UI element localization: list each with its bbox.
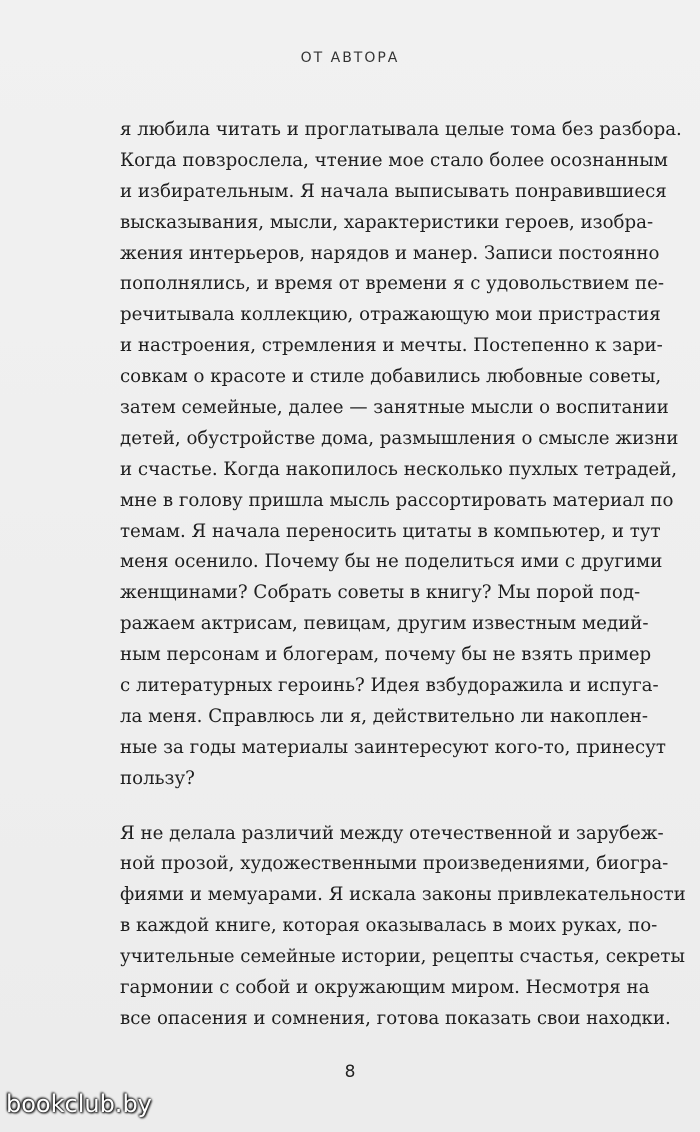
text-line: Я не делала различий между отечественной и зарубеж- bbox=[120, 822, 664, 844]
text-line: с литературных героинь? Идея взбудоражила и испуга- bbox=[120, 675, 659, 697]
text-line: гармонии с собой и окружающим миром. Несмотря на bbox=[120, 977, 650, 999]
paragraph-1 bbox=[120, 115, 682, 795]
text-line: учительные семейные истории, рецепты счастья, секреты bbox=[120, 946, 685, 968]
text-line: женщинами? Собрать советы в книгу? Мы порой под- bbox=[120, 582, 641, 604]
text-line: я любила читать и проглатывала целые тома без разбора. bbox=[120, 119, 682, 140]
paragraph-2 bbox=[120, 819, 686, 1035]
text-line: ла меня. Справлюсь ли я, действительно ли накоплен- bbox=[120, 705, 649, 727]
text-line: фиями и мемуарами. Я искала законы привлекательности bbox=[120, 884, 686, 906]
body-text bbox=[120, 115, 686, 1035]
text-line: все опасения и сомнения, готова показать свои находки. bbox=[120, 1007, 671, 1029]
text-line: и избирательным. Я начала выписывать понравившиеся bbox=[120, 180, 667, 202]
text-line: ным персонам и блогерам, почему бы не взять пример bbox=[120, 644, 652, 666]
paragraph-gap bbox=[120, 795, 585, 819]
text-line: ной прозой, художественными произведениями, биогра- bbox=[120, 853, 669, 875]
text-line: затем семейные, далее — занятные мысли о воспитании bbox=[120, 397, 669, 419]
text-line: высказывания, мысли, характеристики героев, изобра- bbox=[120, 211, 654, 233]
text-line: меня осенило. Почему бы не поделиться ими с другими bbox=[120, 551, 663, 573]
text-line: совкам о красоте и стиле добавились любовные советы, bbox=[120, 366, 662, 388]
text-line: пополнялись, и время от времени я с удовольствием пе- bbox=[120, 273, 664, 295]
text-line: детей, обустройстве дома, размышления о смысле жизни bbox=[120, 427, 679, 449]
text-line: жения интерьеров, нарядов и манер. Записи постоянно bbox=[120, 242, 660, 264]
text-line: ные за годы материалы заинтересуют кого-то, принесут bbox=[120, 736, 666, 758]
page-number: 8 bbox=[344, 1062, 356, 1082]
running-head: ОТ АВТОРА bbox=[300, 50, 400, 66]
text-line: темам. Я начала переносить цитаты в компьютер, и тут bbox=[120, 520, 661, 542]
text-line: пользу? bbox=[120, 767, 195, 789]
text-line: и счастье. Когда накопилось несколько пухлых тетрадей, bbox=[120, 458, 678, 480]
text-line: и настроения, стремления и мечты. Постепенно к зари- bbox=[120, 335, 663, 357]
text-line: Когда повзрослела, чтение мое стало более осознанным bbox=[120, 149, 668, 171]
text-line: речитывала коллекцию, отражающую мои пристрастия bbox=[120, 304, 661, 326]
site-watermark: bookclub.by bbox=[6, 1090, 152, 1118]
text-line: мне в голову пришла мысль рассортировать материал по bbox=[120, 489, 674, 511]
text-line: ражаем актрисам, певицам, другим известным медий- bbox=[120, 613, 649, 635]
text-line: в каждой книге, которая оказывалась в моих руках, по- bbox=[120, 915, 658, 937]
